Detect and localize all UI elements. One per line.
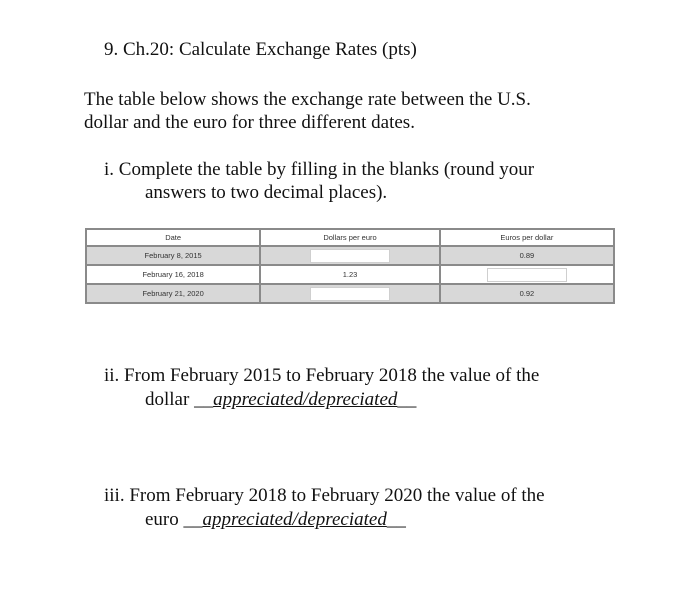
part-ii-answer-line — [145, 388, 416, 411]
dollars-per-euro-cell — [260, 246, 440, 265]
exchange-rate-table — [85, 228, 615, 304]
part-iii-line-1: iii. From February 2018 to February 2020 the value of the — [104, 485, 545, 506]
part-ii-line-1: ii. From February 2015 to February 2018 the value of the — [104, 365, 540, 386]
euros-per-dollar-cell: 0.89 — [440, 246, 614, 265]
dollars-per-euro-blank-input[interactable] — [310, 249, 390, 263]
table-row — [86, 246, 614, 265]
intro-line-1: The table below shows the exchange rate between the U.S. — [84, 89, 531, 110]
euros-per-dollar-cell — [440, 265, 614, 284]
part-iii-prefix: euro — [145, 509, 179, 530]
row-date: February 16, 2018 — [86, 265, 260, 284]
intro-line-2: dollar and the euro for three different dates. — [84, 112, 415, 133]
dollars-per-euro-cell: 1.23 — [260, 265, 440, 284]
euros-per-dollar-blank-input[interactable] — [487, 268, 567, 282]
part-iii-underscore-before: __ — [183, 509, 203, 530]
header-euros-per-dollar: Euros per dollar — [440, 229, 614, 246]
part-ii-underscore-after: __ — [397, 389, 417, 410]
part-i-line-1: i. Complete the table by filling in the blanks (round your — [104, 159, 535, 180]
part-ii-underscore-before: __ — [194, 389, 214, 410]
table-row — [86, 284, 614, 303]
part-i-line-2: answers to two decimal places). — [145, 182, 388, 203]
part-ii-answer[interactable]: appreciated/depreciated — [213, 389, 398, 410]
table-row — [86, 265, 614, 284]
table-header-row — [86, 229, 614, 246]
part-ii-prefix: dollar — [145, 389, 190, 410]
row-date: February 8, 2015 — [86, 246, 260, 265]
euros-per-dollar-cell: 0.92 — [440, 284, 614, 303]
row-date: February 21, 2020 — [86, 284, 260, 303]
part-iii-answer-line — [145, 508, 406, 531]
dollars-per-euro-cell — [260, 284, 440, 303]
dollars-per-euro-blank-input[interactable] — [310, 287, 390, 301]
question-title: 9. Ch.20: Calculate Exchange Rates (pts) — [104, 39, 417, 60]
header-date: Date — [86, 229, 260, 246]
part-iii-underscore-after: __ — [386, 509, 406, 530]
header-dollars-per-euro: Dollars per euro — [260, 229, 440, 246]
part-iii-answer[interactable]: appreciated/depreciated — [202, 509, 387, 530]
